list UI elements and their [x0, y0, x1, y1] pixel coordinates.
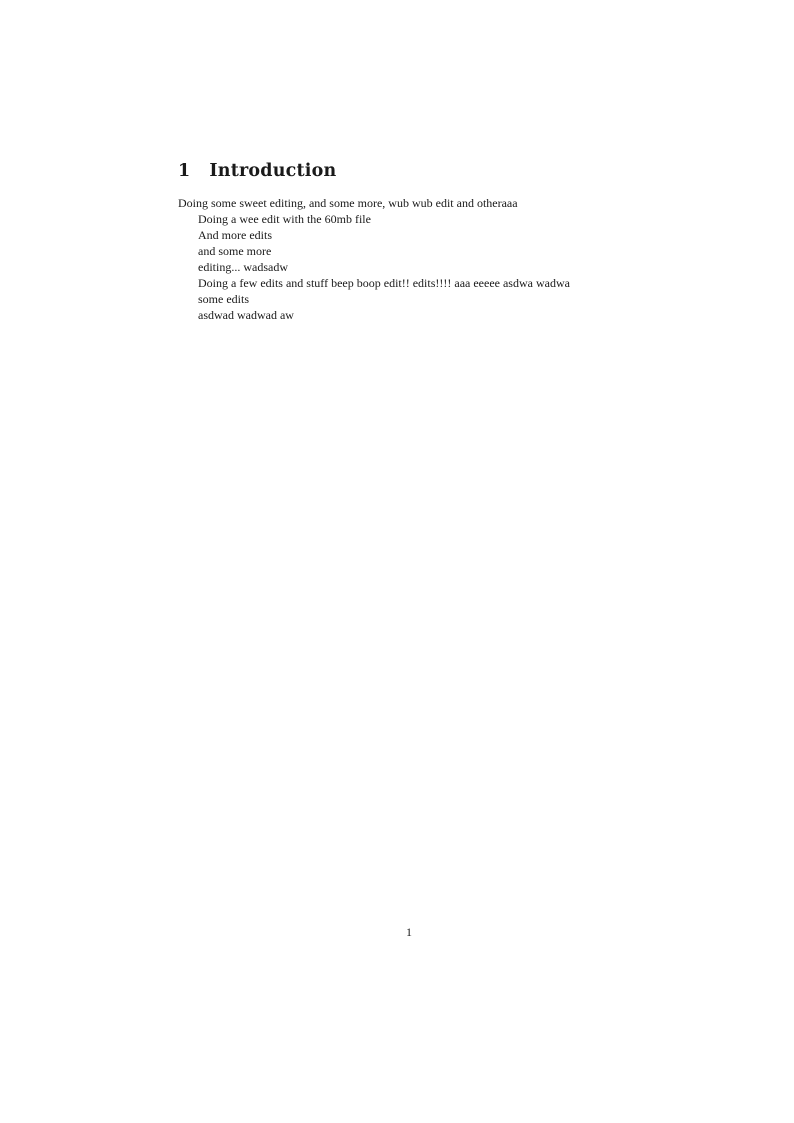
- paragraph-line: And more edits: [198, 228, 272, 242]
- section-heading: [178, 161, 640, 182]
- section-title: Introduction: [209, 161, 337, 181]
- paragraph-line: asdwad wadwad aw: [198, 308, 294, 322]
- paragraph-line: some edits: [198, 292, 249, 306]
- paragraph-line: editing... wadsadw: [198, 260, 288, 274]
- paragraph-line: Doing some sweet editing, and some more, wub wub edit and otheraaa: [178, 196, 518, 210]
- section-number: 1: [178, 161, 191, 181]
- paragraph-line: Doing a few edits and stuff beep boop edit!! edits!!!! aaa eeeee asdwa wadwa: [198, 276, 570, 290]
- text-block: [178, 161, 640, 323]
- paragraph-line: and some more: [198, 244, 272, 258]
- page-number: 1: [406, 925, 412, 939]
- paragraph-line: Doing a wee edit with the 60mb file: [198, 212, 371, 226]
